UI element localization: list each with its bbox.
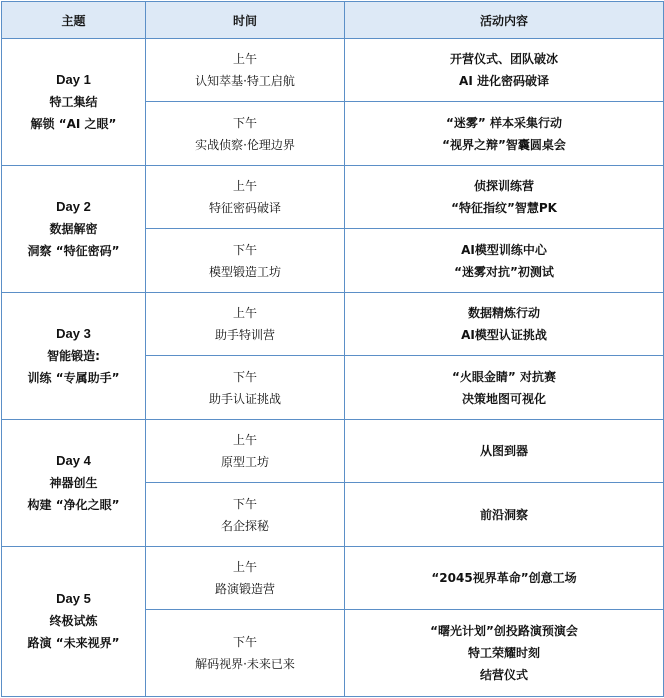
schedule-table bbox=[1, 1, 664, 697]
activity-item: 决策地图可视化 bbox=[461, 391, 546, 406]
day-title: 神器创生 bbox=[49, 475, 98, 490]
day-title: 特工集结 bbox=[49, 94, 98, 109]
activity-item: “迷雾对抗”初测试 bbox=[454, 264, 554, 279]
table-row bbox=[2, 165, 664, 228]
activity-item: 特工荣耀时刻 bbox=[467, 646, 540, 661]
day-title: 智能锻造: bbox=[47, 348, 100, 363]
day-label: Day 2 bbox=[56, 198, 91, 214]
activity-item: “2045视界革命”创意工场 bbox=[431, 570, 577, 585]
day-theme-cell bbox=[2, 419, 146, 546]
day-label: Day 5 bbox=[56, 591, 91, 607]
session-activity-cell bbox=[345, 292, 664, 355]
session-activity-cell bbox=[345, 102, 664, 165]
session-name: 助手特训营 bbox=[214, 328, 275, 343]
session-time-cell bbox=[146, 356, 345, 419]
session-period: 上午 bbox=[232, 306, 257, 321]
session-activity-cell bbox=[345, 39, 664, 102]
table-row bbox=[2, 419, 664, 482]
activity-item: AI模型认证挑战 bbox=[461, 328, 547, 343]
session-activity-cell bbox=[345, 229, 664, 292]
activity-item: “曙光计划”创投路演预演会 bbox=[430, 624, 578, 639]
day-subtitle: 路演 “未来视界” bbox=[27, 636, 120, 651]
session-activity-cell bbox=[345, 483, 664, 546]
session-activity-cell bbox=[345, 546, 664, 609]
session-period: 下午 bbox=[232, 115, 257, 130]
session-period: 下午 bbox=[232, 496, 257, 511]
table-row bbox=[2, 546, 664, 609]
day-title: 终极试炼 bbox=[49, 614, 98, 629]
session-time-cell bbox=[146, 39, 345, 102]
activity-item: AI模型训练中心 bbox=[461, 242, 547, 257]
session-name: 认知萃基·特工启航 bbox=[195, 74, 295, 89]
session-name: 实战侦察·伦理边界 bbox=[195, 137, 295, 152]
session-time-cell bbox=[146, 419, 345, 482]
session-time-cell bbox=[146, 610, 345, 697]
session-name: 特征密码破译 bbox=[208, 201, 281, 216]
day-label: Day 4 bbox=[56, 452, 91, 468]
activity-item: 侦探训练营 bbox=[473, 179, 534, 194]
day-label: Day 3 bbox=[56, 325, 91, 341]
day-theme-cell bbox=[2, 165, 146, 292]
activity-item: 从图到器 bbox=[479, 444, 528, 459]
session-time-cell bbox=[146, 546, 345, 609]
day-subtitle: 洞察 “特征密码” bbox=[27, 243, 120, 258]
day-subtitle: 解锁 “AI 之眼” bbox=[30, 116, 117, 131]
session-time-cell bbox=[146, 483, 345, 546]
table-row bbox=[2, 292, 664, 355]
activity-item: “视界之辩”智囊圆桌会 bbox=[442, 137, 566, 152]
session-activity-cell bbox=[345, 356, 664, 419]
session-activity-cell bbox=[345, 610, 664, 697]
session-name: 名企探秘 bbox=[220, 518, 269, 533]
session-period: 上午 bbox=[232, 52, 257, 67]
session-period: 下午 bbox=[232, 369, 257, 384]
table-row bbox=[2, 39, 664, 102]
session-activity-cell bbox=[345, 165, 664, 228]
session-name: 原型工坊 bbox=[220, 455, 269, 470]
header-row bbox=[2, 2, 664, 39]
day-theme-cell bbox=[2, 546, 146, 696]
header-theme: 主题 bbox=[2, 2, 146, 39]
session-period: 上午 bbox=[232, 179, 257, 194]
session-time-cell bbox=[146, 292, 345, 355]
session-time-cell bbox=[146, 102, 345, 165]
activity-item: “特征指纹”智慧PK bbox=[451, 201, 557, 216]
day-subtitle: 训练 “专属助手” bbox=[27, 370, 120, 385]
header-time: 时间 bbox=[146, 2, 345, 39]
session-period: 下午 bbox=[232, 242, 257, 257]
activity-item: AI 进化密码破译 bbox=[459, 74, 549, 89]
session-name: 路演锻造营 bbox=[214, 581, 275, 596]
day-title: 数据解密 bbox=[49, 221, 98, 236]
session-time-cell bbox=[146, 229, 345, 292]
activity-item: 开营仪式、团队破冰 bbox=[449, 52, 558, 67]
session-name: 模型锻造工坊 bbox=[208, 264, 281, 279]
header-activity: 活动内容 bbox=[345, 2, 664, 39]
session-activity-cell bbox=[345, 419, 664, 482]
day-theme-cell bbox=[2, 39, 146, 166]
day-theme-cell bbox=[2, 292, 146, 419]
session-name: 解码视界·未来已来 bbox=[195, 657, 295, 672]
session-period: 下午 bbox=[232, 635, 257, 650]
activity-item: 数据精炼行动 bbox=[467, 306, 540, 321]
session-name: 助手认证挑战 bbox=[208, 391, 281, 406]
activity-item: 前沿洞察 bbox=[479, 507, 528, 522]
activity-item: 结营仪式 bbox=[479, 668, 528, 683]
activity-item: “火眼金睛” 对抗赛 bbox=[452, 369, 556, 384]
activity-item: “迷雾” 样本采集行动 bbox=[446, 115, 562, 130]
day-label: Day 1 bbox=[56, 71, 91, 87]
session-period: 上午 bbox=[232, 559, 257, 574]
session-time-cell bbox=[146, 165, 345, 228]
day-subtitle: 构建 “净化之眼” bbox=[27, 497, 120, 512]
session-period: 上午 bbox=[232, 433, 257, 448]
